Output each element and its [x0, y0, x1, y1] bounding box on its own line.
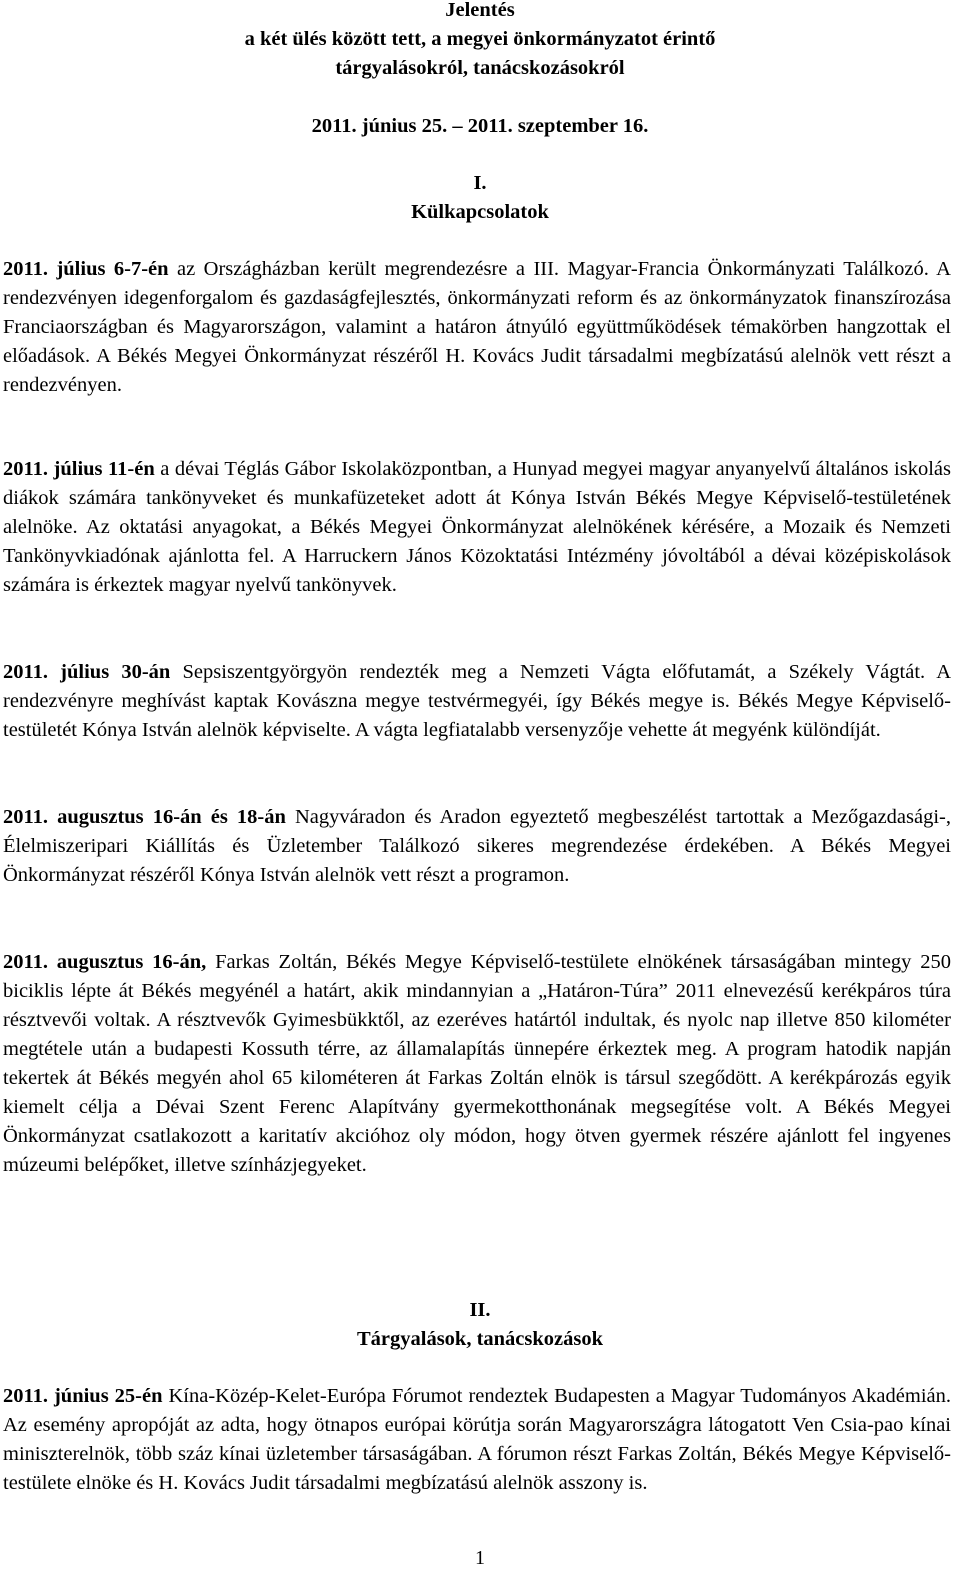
paragraph-date: 2011. július 11-én — [3, 458, 155, 480]
paragraph-text: a dévai Téglás Gábor Iskolaközpontban, a Hunyad megyei magyar anyanyelvű általános iskolás diákok számára tankönyveket és munkafüzeteket adott át Kónya István Békés Megye Képviselő-testületének alelnöke. Az oktatási anyagokat, a Békés Megyei Önkormányzat alelnökének kérésére, a Mozaik és Nemzeti Tankönyvkiadónak ajánlotta fel. A Harruckern János Közoktatási Intézmény jóvoltából a dévai középiskolások számára is érkeztek magyar nyelvű tankönyvek. — [3, 458, 951, 596]
paragraph-text: Kína-Közép-Kelet-Európa Fórumot rendeztek Budapesten a Magyar Tudományos Akadémián. Az esemény apropóját az adta, hogy ötnapos európai körútja során Magyarországra látogatott Ven Csia-pao kínai miniszterelnök, több száz kínai üzletember társaságában. A fórumon részt Farkas Zoltán, Békés Megye Képviselő-testülete elnöke és H. Kovács Judit társadalmi megbízatású alelnök asszony is. — [3, 1385, 951, 1494]
paragraph-text: Farkas Zoltán, Békés Megye Képviselő-testülete elnökének társaságában mintegy 250 biciklis lépte át Békés megyénél a határt, akik mindannyian a „Határon-Túra” 2011 elnevezésű kerékpáros túra résztvevői voltak. A résztvevők Gyimesbükktől, az ezeréves határtól indultak, és nyolc nap illetve 850 kilométer megtétele után a budapesti Kossuth térre, az államalapítás ünnepére érkeztek meg. A program hatodik napján tekertek át Békés megyén ahol 65 kilométeren át Farkas Zoltán elnök is társul szegődött. A kerékpározás egyik kiemelt célja a Dévai Szent Ferenc Alapítvány gyermekotthonának megsegítése volt. A Békés Megyei Önkormányzat csatlakozott a karitatív akcióhoz oly módon, hogy ötven gyermek részére ajánlott fel ingyenes múzeumi belépőket, illetve színházjegyeket. — [3, 951, 951, 1176]
section-2-title: Tárgyalások, tanácskozások — [356, 1328, 604, 1350]
section-2-number: II. — [469, 1299, 491, 1321]
paragraph-date: 2011. augusztus 16-án és 18-án — [3, 806, 286, 828]
paragraph-s2-1 — [3, 1382, 951, 1498]
paragraph-s1-1 — [3, 255, 951, 400]
paragraph-date: 2011. június 25-én — [3, 1385, 163, 1407]
paragraph-s1-3 — [3, 658, 951, 745]
section-2-heading — [0, 1296, 960, 1354]
paragraph-date: 2011. augusztus 16-án, — [3, 951, 207, 973]
paragraph-text: Sepsiszentgyörgyön rendezték meg a Nemzeti Vágta előfutamát, a Székely Vágtát. A rendezvényre meghívást kaptak Kovászna megye testvérmegyéi, így Békés megye is. Békés Megye Képviselő-testületét Kónya István alelnök képviselte. A vágta legfiatalabb versenyzője vehette át megyénk különdíját. — [3, 661, 951, 741]
paragraph-s1-4 — [3, 803, 951, 890]
report-title — [0, 0, 960, 141]
title-line-2: a két ülés között tett, a megyei önkormányzatot érintő — [244, 28, 716, 50]
title-line-3: tárgyalásokról, tanácskozásokról — [335, 57, 625, 79]
paragraph-date: 2011. július 6-7-én — [3, 258, 169, 280]
paragraph-text: az Országházban került megrendezésre a III. Magyar-Francia Önkormányzati Találkozó. A rendezvényen idegenforgalom és gazdaságfejlesztés, önkormányzati reform és az önkormányzatok finanszírozása Franciaországban és Magyarországon, valamint a határon átnyúló együttműködések témakörben hangzottak el előadások. A Békés Megyei Önkormányzat részéről H. Kovács Judit társadalmi megbízatású alelnök vett részt a rendezvényen. — [3, 258, 951, 396]
paragraph-text: Nagyváradon és Aradon egyeztető megbeszélést tartottak a Mezőgazdasági-, Élelmiszeripari Kiállítás és Üzletember Találkozó sikeres megrendezése érdekében. A Békés Megyei Önkormányzat részéről Kónya István alelnök vett részt a programon. — [3, 806, 951, 886]
paragraph-s1-5 — [3, 948, 951, 1180]
page-number: 1 — [475, 1547, 485, 1569]
section-1-heading — [0, 169, 960, 227]
report-period: 2011. június 25. – 2011. szeptember 16. — [311, 115, 649, 137]
title-line-1: Jelentés — [445, 0, 515, 21]
paragraph-date: 2011. július 30-án — [3, 661, 171, 683]
section-1-number: I. — [473, 172, 487, 194]
paragraph-s1-2 — [3, 455, 951, 600]
section-1-title: Külkapcsolatok — [411, 201, 549, 223]
